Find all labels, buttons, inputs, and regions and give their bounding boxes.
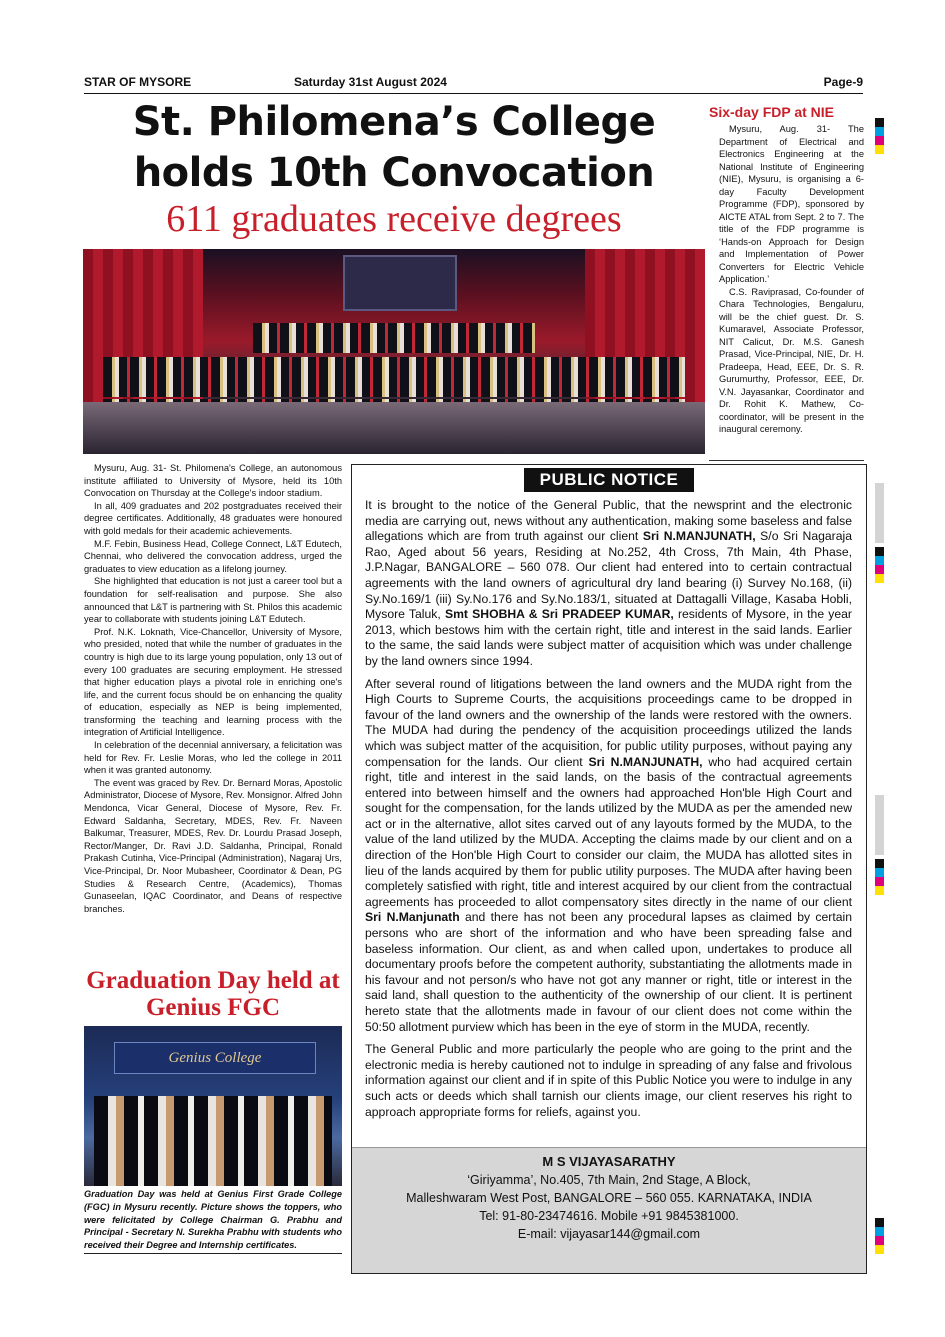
registration-mark (875, 118, 884, 154)
notice-paragraph: After several round of litigations between the land owners and the MUDA right from the High Courts to Supreme Courts, the acquisitions proceedings came to be dropped in favour of the land owners and the ownership of the lands were restored with the owners. The MUDA had during the pendency of the acquisition proceedings utilized the lands which was subject matter of the acquisition, for public utility purposes, without paying any compensation for the lands. Our client Sri N.MANJUNATH, who had acquired certain right, title and interest in the said lands, on the basis of the contractual agreements entered into between himself and the owners had approached Hon'ble High Court and sought for the compensation, for the lands utilized by the MUDA as per the amended new act or in the alternative, allot sites carved out of any layouts formed by the MUDA, to the value of the land utilized by the MUDA. Accepting the claims made by our client and on a direction of the Hon'ble High Court to consider our claim, the MUDA has allotted sites in lieu of the lands acquired by them for public utility purposes. The MUDA after having been completely satisfied with right, title and interest acquired by our client from the contractual agreements has proceeded to allot compensatory sites directly in the name of our client Sri N.Manjunath and there has not been any procedural lapses as claimed by certain persons who are short of the information and who have been spreading false and baseless information. Our client, as and when called upon, undertakes to produce all documentary proofs before the competent authority, substantiating the allotments made in his favour and not person/s who have not got any manner or right, title or interest in the said land, shall question to the authenticity of the ownership of our client. It is pertinent hereto state that the allotments made in favour of our client does not come within the 50:50 allotment purview which has been in the eye of storm in the MUDA, recently. (365, 676, 852, 1034)
signatory-name: M S VIJAYASARATHY (542, 1154, 676, 1169)
print-gray-bar (875, 483, 884, 543)
article-paragraph: Mysuru, Aug. 31- St. Philomena's College, an autonomous institute affiliated to University of Mysore, held its 10th Convocation on Thursday at the College's indoor stadium. (84, 463, 342, 499)
college-banner: Genius College (114, 1042, 316, 1074)
sidebar-article (719, 123, 864, 436)
signatory-address-2: Malleshwaram West Post, BANGALORE – 560 055. KARNATAKA, INDIA (406, 1191, 812, 1205)
genius-caption: Graduation Day was held at Genius First Grade College (FGC) in Mysuru recently. Picture shows the toppers, who were felicitated by College Chairman G. Prabhu and Principal - Secretary N. Surekha Prabhu with students who received their Degree and Internship certificates. (84, 1189, 342, 1251)
public-notice (351, 464, 867, 1274)
signatory-email: E-mail: vijayasar144@gmail.com (517, 1227, 701, 1241)
registration-mark (875, 547, 884, 583)
sidebar-title: Six-day FDP at NIE (709, 104, 835, 120)
page-number: Page-9 (823, 75, 863, 89)
graduates-row (103, 357, 685, 397)
article-paragraph: In all, 409 graduates and 202 postgraduates received their degree certificates. Additionally, 48 graduates were honoured with gold medals for their academic achievements. (84, 500, 342, 536)
masthead (84, 73, 863, 94)
genius-photo (84, 1026, 342, 1186)
main-headline (84, 97, 704, 199)
paper-name: STAR OF MYSORE (84, 75, 192, 89)
registration-mark (875, 859, 884, 895)
sidebar-paragraph: Mysuru, Aug. 31- The Department of Electrical and Electronics Engineering at the National Institute of Engineering (NIE), Mysuru, is organising a 6-day Faculty Development Programme (FDP), sponsored by AICTE ATAL from Sept. 2 to 7. The title of the FDP programme is ‘Hands-on Approach for Design and Implementation of Power Converters for Electric Vehicle Application.’ (719, 124, 864, 284)
graduates-row (253, 323, 535, 353)
headline-line-1: St. Philomena’s College (132, 99, 656, 145)
caption-divider (84, 1253, 342, 1254)
notice-signature-block (352, 1147, 866, 1273)
print-gray-bar (875, 795, 884, 855)
article-paragraph: Prof. N.K. Loknath, Vice-Chancellor, University of Mysore, who presided, noted that while the number of graduates in the country is high due to its large young population, only 13 out of every 100 graduates are securing employment. He stressed that higher education plays a pivotal role in enriching one's life, and the current focus should be on enhancing the quality of education, especially as NEP is being implemented, transforming the teaching and learning process with the integration of Artificial Intelligence. (84, 626, 342, 738)
genius-headline: Graduation Day held at Genius FGC (86, 967, 340, 1021)
notice-heading: PUBLIC NOTICE (524, 468, 694, 492)
article-paragraph: She highlighted that education is not just a career tool but a foundation for self-realisation and purpose. She also announced that L&T is partnering with St. Philos this academic year to collaborate with students joining L&T Edutech. (84, 576, 342, 625)
headline-line-2: holds 10th Convocation (133, 150, 655, 196)
signatory-phone: Tel: 91-80-23474616. Mobile +91 9845381000. (479, 1209, 739, 1223)
article-paragraph: The event was graced by Rev. Dr. Bernard Moras, Apostolic Administrator, Diocese of Mysore, Rev. Monsignor. Alfred John Mendonca, Vicar General, Diocese of Mysore, Rev. Fr. Edward Saldanha, Secretary, MDES, Rev. Fr. Naveen Balkumar, Treasurer, MDES, Rev. Dr. Lourdu Prasad Joseph, Rector/Manger, Dr. Ravi J.D. Saldanha, Principal, Ronald Prakash Cutinha, Vice-Principal (Administration), Nagaraj Urs, Vice-Principal, Dr. Noor Mubasheer, Coordinator & Dean, PG Studies & Research Centre, (Academics), Thomas Gunaseelan, IQAC Coordinator, and Deans of respective branches. (84, 777, 342, 914)
sidebar-paragraph: C.S. Raviprasad, Co-founder of Chara Technologies, Bengaluru, will be the chief guest. Dr. S. Kumaravel, Associate Professor, NIT Calicut, Dr. M.S. Ganesh Prasad, Vice-Principal, NIE, Dr. H. Pradeepa, Head, EEE, Dr. S. R. Gurumurthy, Professor, EEE, Dr. V.N. Jayasankar, Coordinator and Dr. Rohit K. Mathew, Co-coordinator, will be present in the inaugural ceremony. (719, 286, 864, 434)
convocation-photo (83, 249, 705, 454)
registration-mark (875, 1218, 884, 1254)
sidebar-divider (709, 460, 864, 461)
main-subhead: 611 graduates receive degrees (166, 198, 622, 240)
notice-body (365, 498, 852, 1127)
stage-screen (343, 255, 457, 311)
issue-date: Saturday 31st August 2024 (294, 75, 447, 89)
signatory-address-1: ‘Giriyamma’, No.405, 7th Main, 2nd Stage, A Block, (467, 1173, 751, 1187)
article-paragraph: M.F. Febin, Business Head, College Connect, L&T Edutech, Chennai, who delivered the convocation address, urged the graduates to view education as a lifelong journey. (84, 538, 342, 574)
article-paragraph: In celebration of the decennial anniversary, a felicitation was held for Rev. Fr. Leslie Moras, who led the college in 2011 when it was granted autonomy. (84, 740, 342, 776)
notice-paragraph: It is brought to the notice of the General Public, that the newsprint and the electronic media are carrying out, news without any authentication, making some baseless and false allegations which are from truth against our client Sri N.MANJUNATH, S/o Sri Nagaraja Rao, Aged about 56 years, Residing at No.252, 4th Cross, 7th Main, 4th Phase, J.P.Nagar, BANGALORE – 560 078. Our client had entered into to certain contractual agreements with the land owners of agricultural dry land bearing (i) Survey No.168, (ii) Sy.No.169/1 (iii) Sy.No.176 and Sy.No.183/1, situated at Dattagalli Village, Kasaba Hobli, Mysore Taluk, Smt SHOBHA & Sri PRADEEP KUMAR, residents of Mysore, in the year 2013, which bestows him with the certain right, title and interest in the said lands. Earlier to the same, the said lands were subject matter of acquisition which was under challenge by the land owners since 1994. (365, 498, 853, 668)
stage-floor (83, 402, 705, 454)
notice-paragraph: The General Public and more particularly the people who are going to the print and the electronic media is hereby cautioned not to indulge in spreading of any false and frivolous information against our client and if in spite of this Public Notice you were to indulge in any such acts or deeds which shall tarnish our clients image, our client reserves his right to approach appropriate forms for reliefs, against you. (365, 1042, 852, 1119)
toppers-group (94, 1096, 332, 1186)
main-article-body (84, 462, 342, 915)
